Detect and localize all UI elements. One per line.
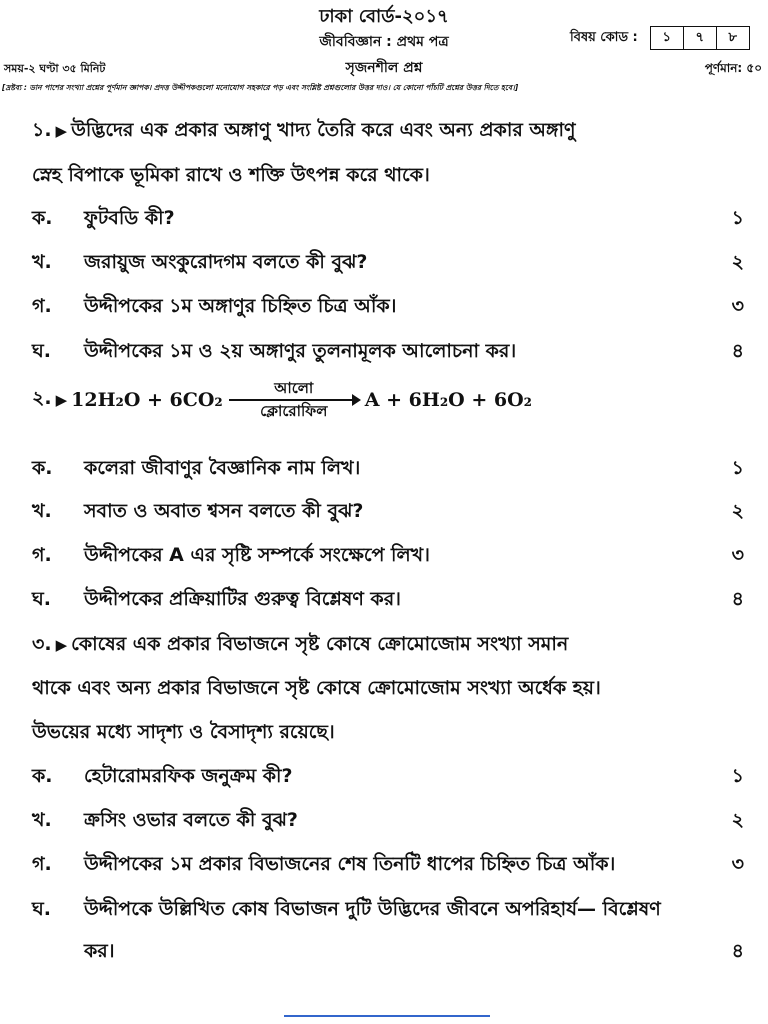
option-mark: ২ xyxy=(731,809,744,831)
q2-option-kha xyxy=(32,497,744,529)
code-digit: ১ xyxy=(662,30,671,45)
pointer-arrow-icon: ▶ xyxy=(55,636,68,654)
q3-option-gha xyxy=(32,895,744,927)
option-text: উদ্দীপকের ১ম প্রকার বিভাজনের শেষ তিনটি ধাপের চিহ্নিত চিত্র আঁক। xyxy=(84,853,616,875)
option-mark: ১ xyxy=(731,207,744,229)
option-text: ক্রসিং ওভার বলতে কী বুঝ? xyxy=(84,809,298,831)
q1-stem-text: উদ্ভিদের এক প্রকার অঙ্গাণু খাদ্য তৈরি করে এবং অন্য প্রকার অঙ্গাণু xyxy=(71,119,576,141)
q2-equation xyxy=(32,380,532,420)
option-label: ঘ. xyxy=(32,340,51,362)
option-mark: ৪ xyxy=(731,940,744,962)
products: A + 6H₂O + 6O₂ xyxy=(364,389,532,411)
option-mark: ৪ xyxy=(731,340,744,362)
q2-option-gha xyxy=(32,585,744,617)
q2-option-ga xyxy=(32,541,744,573)
question-type: সৃজনশীল প্রশ্ন xyxy=(345,60,423,76)
code-digit: ৮ xyxy=(716,27,749,49)
q3-stem-line1 xyxy=(32,630,748,662)
option-label: ক. xyxy=(32,457,53,479)
q1-option-kha xyxy=(32,248,744,280)
q3-stem-line2: থাকে এবং অন্য প্রকার বিভাজনে সৃষ্ট কোষে ক্রোমোজোম সংখ্যা অর্ধেক হয়। xyxy=(32,677,601,699)
option-text: কলেরা জীবাণুর বৈজ্ঞানিক নাম লিখ। xyxy=(84,457,361,479)
option-mark: ১ xyxy=(731,765,744,787)
arrow-right-icon xyxy=(229,399,359,401)
footer-link-underline[interactable] xyxy=(284,1015,490,1017)
pointer-arrow-icon: ▶ xyxy=(55,391,68,409)
subject-code-boxes xyxy=(650,26,750,50)
option-label: খ. xyxy=(32,500,52,522)
option-label: খ. xyxy=(32,809,52,831)
option-label: ঘ. xyxy=(32,898,51,920)
q3-stem-text: কোষের এক প্রকার বিভাজনে সৃষ্ট কোষে ক্রোমোজোম সংখ্যা সমান xyxy=(71,633,569,655)
q3-option-ka xyxy=(32,762,744,794)
q1-stem-line1 xyxy=(32,116,748,148)
option-label: ক. xyxy=(32,207,53,229)
q1-stem-line2: স্নেহ বিপাকে ভূমিকা রাখে ও শক্তি উৎপন্ন করে থাকে। xyxy=(32,164,430,186)
option-text: সবাত ও অবাত শ্বসন বলতে কী বুঝ? xyxy=(84,500,364,522)
q1-option-ka xyxy=(32,204,744,236)
q3-option-gha-continued xyxy=(32,937,744,969)
option-text: উদ্দীপকের ১ম অঙ্গাণুর চিহ্নিত চিত্র আঁক। xyxy=(84,295,397,317)
instruction-note: [দ্রষ্টব্য : ডান পাশের সংখ্যা প্রশ্নের পূর্ণমান জ্ঞাপক। প্রদত্ত উদ্দীপকগুলো মনোযোগ সহকারে পড় এবং সংশ্লিষ্ট প্রশ্নগুলোর উত্তর দাও। যে কোনো পাঁচটি প্রশ্নের উত্তর দিতে হবে।] xyxy=(2,83,519,92)
q2-option-ka xyxy=(32,454,744,486)
pointer-arrow-icon: ▶ xyxy=(55,122,68,140)
subject-title: জীববিজ্ঞান : প্রথম পত্র xyxy=(319,34,449,50)
option-mark: ১ xyxy=(731,457,744,479)
option-label: গ. xyxy=(32,853,52,875)
reactants: 12H₂O + 6CO₂ xyxy=(71,389,223,411)
option-text: ফুটবডি কী? xyxy=(84,207,175,229)
subject-code-label: বিষয় কোড : xyxy=(570,29,638,45)
q1-number: ১. xyxy=(32,119,52,141)
q1-option-gha xyxy=(32,337,744,369)
option-text: উদ্দীপকের ১ম ও ২য় অঙ্গাণুর তুলনামূলক আলোচনা কর। xyxy=(84,340,517,362)
option-mark: ৪ xyxy=(731,588,744,610)
q1-option-ga xyxy=(32,292,744,324)
option-mark: ৩ xyxy=(731,544,744,566)
q3-option-kha xyxy=(32,806,744,838)
full-marks: পূর্ণমান: ৫০ xyxy=(704,61,762,75)
option-text: হেটারোমরফিক জনুক্রম কী? xyxy=(84,765,293,787)
condition-light: আলো xyxy=(274,379,314,397)
option-text: জরায়ুজ অংকুরোদগম বলতে কী বুঝ? xyxy=(84,251,368,273)
code-digit: ৭ xyxy=(683,27,716,49)
q3-option-ga xyxy=(32,850,744,882)
reaction-arrow xyxy=(229,380,359,420)
q2-number: ২. xyxy=(32,387,52,409)
exam-time: সময়-২ ঘণ্টা ৩৫ মিনিট xyxy=(4,62,106,75)
option-mark: ২ xyxy=(731,251,744,273)
option-label: ক. xyxy=(32,765,53,787)
option-text: উদ্দীপকে উল্লিখিত কোষ বিভাজন দুটি উদ্ভিদের জীবনে অপরিহার্য— বিশ্লেষণ xyxy=(84,898,661,920)
option-text: উদ্দীপকের A এর সৃষ্টি সম্পর্কে সংক্ষেপে লিখ। xyxy=(84,544,430,566)
option-label: গ. xyxy=(32,295,52,317)
subject-code xyxy=(570,26,750,50)
q3-number: ৩. xyxy=(32,633,52,655)
condition-chlorophyll: ক্লোরোফিল xyxy=(260,402,328,420)
board-title: ঢাকা বোর্ড-২০১৭ xyxy=(319,6,449,27)
option-mark: ৩ xyxy=(731,853,744,875)
q3-stem-line3: উভয়ের মধ্যে সাদৃশ্য ও বৈসাদৃশ্য রয়েছে। xyxy=(32,721,335,743)
option-mark: ৩ xyxy=(731,295,744,317)
option-label: খ. xyxy=(32,251,52,273)
option-text: কর। xyxy=(84,940,115,962)
option-label: ঘ. xyxy=(32,588,51,610)
option-label: গ. xyxy=(32,544,52,566)
option-mark: ২ xyxy=(731,500,744,522)
option-text: উদ্দীপকের প্রক্রিয়াটির গুরুত্ব বিশ্লেষণ কর। xyxy=(84,588,401,610)
